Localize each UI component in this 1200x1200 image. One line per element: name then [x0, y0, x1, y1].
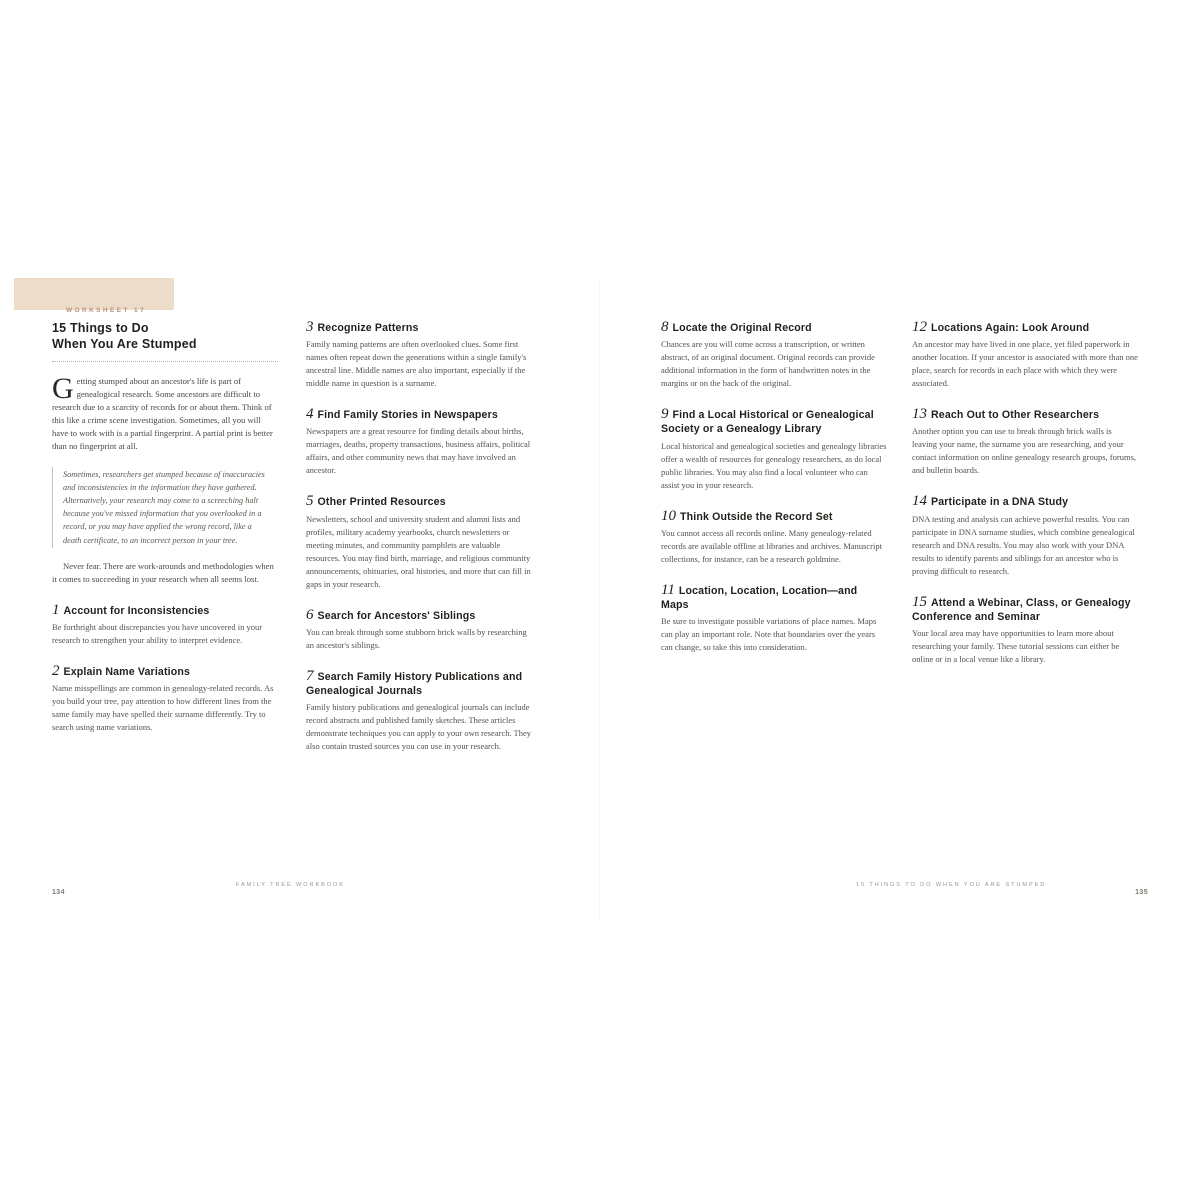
- entry-5-body: Newsletters, school and university student and alumni lists and profiles, military academy yearbooks, church newsletters or meeting minutes, and community pamphlets are valuable resources. You may find birth, marriage, and religious community announcements, obituaries, oral histories, and more that can fill in gaps in your research.: [306, 513, 531, 589]
- entry-9-title: Find a Local Historical or Genealogical Society or a Genealogy Library: [661, 409, 874, 436]
- entry-4-heading: [306, 407, 532, 422]
- worksheet-tab: [14, 278, 174, 310]
- entry-13-number: 13: [912, 406, 927, 423]
- entry-11-heading: [661, 583, 887, 612]
- entry-1: [52, 603, 278, 647]
- entry-9-number: 9: [661, 406, 669, 423]
- column-4: [912, 320, 1138, 666]
- entry-12: [912, 320, 1138, 390]
- column-1: [52, 320, 278, 734]
- entry-13-body: Another option you can use to break through brick walls is leaving your name, the surname you are researching, and your contact information on online genealogy research groups, forums, and bulletin boards.: [912, 426, 1137, 476]
- entry-3-body: Family naming patterns are often overlooked clues. Some first names often repeat down the generations within a single family's ancestral line. Middle names are also important, especially if the middle name in question is a surname.: [306, 339, 527, 389]
- entry-8-number: 8: [661, 319, 669, 335]
- entry-5-number: 5: [306, 493, 314, 510]
- entry-9: [661, 407, 887, 491]
- entry-10-title: Think Outside the Record Set: [680, 510, 833, 523]
- entry-4-body: Newspapers are a great resource for finding details about births, marriages, deaths, property transactions, business affairs, political affairs, and other community news that may have involved an ancestor.: [306, 426, 531, 476]
- folio-left: 134: [52, 889, 65, 896]
- page-title: 15 Things to Do When You Are Stumped: [52, 321, 197, 351]
- entry-10: [661, 509, 887, 566]
- entry-9-body: Local historical and genealogical societies and genealogy libraries offer a wealth of resources for genealogy researchers, as do local public libraries. You may also find a local volunteer who can assist you in your research.: [661, 440, 887, 490]
- entry-1-title: Account for Inconsistencies: [63, 604, 210, 617]
- entry-10-heading: [661, 509, 887, 524]
- entry-14-title: Participate in a DNA Study: [931, 496, 1069, 509]
- entry-15-number: 15: [912, 593, 927, 610]
- entry-14: [912, 494, 1138, 577]
- entry-15-body: Your local area may have opportunities to learn more about researching your family. These tutorial sessions can either be online or in a local venue like a library.: [912, 628, 1120, 665]
- running-head-right: 15 THINGS TO DO WHEN YOU ARE STUMPED: [856, 882, 1047, 888]
- entry-15: [912, 595, 1138, 666]
- title-dotted-rule: [52, 361, 278, 363]
- pull-quote: Sometimes, researchers get stumped because of inaccuracies and inconsistencies in the information they have gathered. Alternatively, your research may come to a screeching halt because you've missed information that you overlooked in a record, or you may have applied the wrong record, like a death certificate, to an incorrect person in your tree.: [52, 467, 278, 548]
- column-3: [661, 320, 887, 654]
- entry-6-number: 6: [306, 606, 314, 623]
- entry-3-title: Recognize Patterns: [317, 322, 419, 334]
- intro-text: etting stumped about an ancestor's life is part of genealogical research. Some ancestors are difficult to research due to a scarcity of records for or about them. Think of this like a crime scene investigation. Sometimes, all you will have to work with is a partial fingerprint. A partial print is better than no fingerprint at all.: [52, 376, 273, 452]
- entry-6: [306, 608, 532, 652]
- entry-7: [306, 669, 532, 753]
- entry-6-heading: [306, 608, 532, 623]
- entry-11-body: Be sure to investigate possible variations of place names. Maps can play an important role. Note that boundaries over the years can change, so take this into consideration.: [661, 616, 877, 653]
- entry-7-title: Search Family History Publications and Genealogical Journals: [306, 670, 523, 698]
- entry-5: [306, 494, 532, 590]
- entry-8-title: Locate the Original Record: [672, 322, 812, 334]
- drop-cap: G: [52, 372, 74, 405]
- entry-8: [661, 320, 887, 390]
- running-head-left: FAMILY TREE WORKBOOK: [236, 882, 345, 888]
- entry-5-title: Other Printed Resources: [317, 496, 446, 509]
- entry-14-number: 14: [912, 493, 927, 510]
- entry-7-body: Family history publications and genealogical journals can include record abstracts and published family sketches. These articles demonstrate techniques you can apply to your own research. They also contain trusted sources you can use in your research.: [306, 702, 532, 752]
- entry-13: [912, 407, 1138, 477]
- entry-8-heading: [661, 320, 887, 335]
- intro-closing-paragraph: Never fear. There are work-arounds and methodologies when it comes to succeeding in your research when all seems lost.: [52, 560, 274, 584]
- entry-7-heading: [306, 669, 532, 698]
- entry-8-body: Chances are you will come across a transcription, or written abstract, of an original document. Original records can provide additional information in the form of handwritten notes in the margins or on the back of the original.: [661, 339, 875, 389]
- entry-4-number: 4: [306, 406, 314, 423]
- entry-15-heading: [912, 595, 1138, 624]
- entry-1-number: 1: [52, 601, 60, 618]
- entry-1-body: Be forthright about discrepancies you have uncovered in your research to strengthen your ability to interpret evidence.: [52, 622, 263, 646]
- entry-12-title: Locations Again: Look Around: [931, 322, 1090, 334]
- entry-14-heading: [912, 494, 1138, 509]
- entry-7-number: 7: [306, 667, 314, 684]
- entry-2-body: Name misspellings are common in genealogy-related records. As you build your tree, pay attention to how different lines from the same family may have spelled their surname differently. Try to search using name variations.: [52, 683, 274, 733]
- entry-3-heading: [306, 320, 532, 335]
- entry-2-heading: [52, 664, 278, 679]
- intro-paragraph: [52, 372, 278, 454]
- entry-11-number: 11: [661, 581, 675, 598]
- worksheet-tab-label: WORKSHEET 17: [66, 307, 147, 314]
- entry-13-heading: [912, 407, 1138, 422]
- folio-right: 135: [1135, 889, 1148, 896]
- entry-9-heading: [661, 407, 887, 436]
- entry-10-number: 10: [661, 507, 676, 524]
- entry-4-title: Find Family Stories in Newspapers: [317, 409, 498, 422]
- entry-12-body: An ancestor may have lived in one place, yet filed paperwork in another location. If your ancestor is associated with more than one place, search for records in each place with which they were associated.: [912, 339, 1138, 389]
- entry-6-title: Search for Ancestors' Siblings: [317, 609, 476, 622]
- entry-3-number: 3: [306, 319, 314, 335]
- entry-2-number: 2: [52, 663, 60, 680]
- entry-4: [306, 407, 532, 477]
- entry-1-heading: [52, 603, 278, 618]
- entry-3: [306, 320, 532, 390]
- entry-11: [661, 583, 887, 654]
- entry-2: [52, 664, 278, 734]
- entry-11-title: Location, Location, Location—and Maps: [661, 584, 858, 612]
- entry-13-title: Reach Out to Other Researchers: [931, 409, 1100, 422]
- entry-5-heading: [306, 494, 532, 509]
- entry-12-heading: [912, 320, 1138, 335]
- entry-15-title: Attend a Webinar, Class, or Genealogy Conference and Seminar: [912, 596, 1131, 623]
- spread-gutter: [599, 278, 601, 922]
- entry-10-body: You cannot access all records online. Many genealogy-related records are available offline at libraries and archives. Manuscript collections, for instance, can be a research goldmine.: [661, 527, 882, 564]
- entry-14-body: DNA testing and analysis can achieve powerful results. You can participate in DNA surname studies, which combine genealogical research and DNA results. You may also work with your DNA results to identify parents and siblings for an ancestor who is proving difficult to research.: [912, 513, 1135, 576]
- column-2: [306, 320, 532, 753]
- book-spread: [14, 278, 1186, 922]
- entry-6-body: You can break through some stubborn brick walls by researching an ancestor's siblings.: [306, 626, 527, 650]
- entry-12-number: 12: [912, 319, 927, 335]
- entry-2-title: Explain Name Variations: [63, 666, 191, 679]
